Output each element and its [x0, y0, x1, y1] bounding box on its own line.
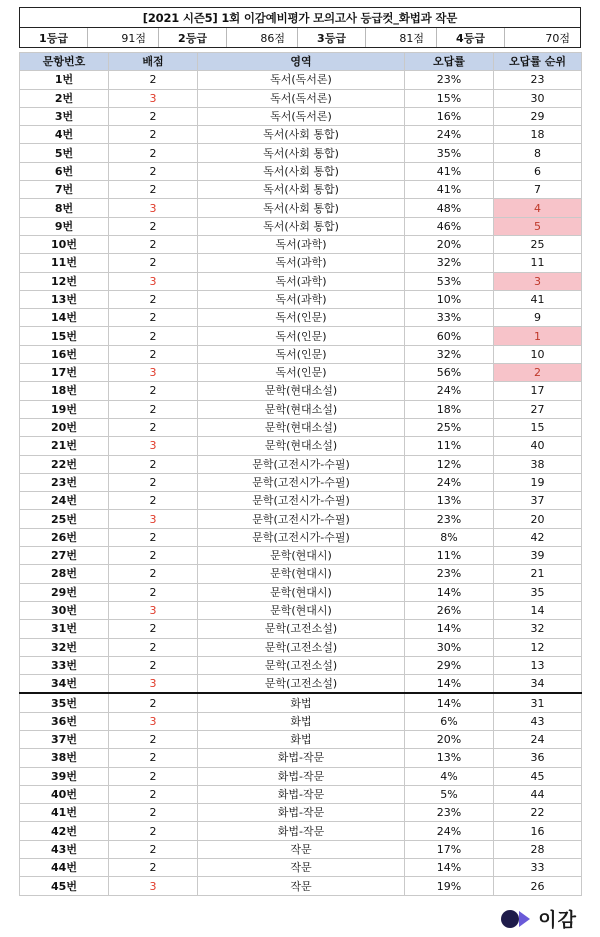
score-cell: 2 — [109, 235, 198, 253]
question-number: 12번 — [20, 272, 109, 290]
question-number: 39번 — [20, 767, 109, 785]
error-rank-cell: 31 — [494, 693, 582, 712]
error-rank-cell: 34 — [494, 675, 582, 694]
error-rank-cell: 42 — [494, 528, 582, 546]
area-cell: 독서(과학) — [198, 235, 405, 253]
table-row — [20, 418, 582, 436]
table-row — [20, 473, 582, 491]
question-number: 33번 — [20, 656, 109, 674]
question-number: 41번 — [20, 804, 109, 822]
error-rank-cell: 39 — [494, 547, 582, 565]
error-rank-cell: 24 — [494, 730, 582, 748]
score-cell: 2 — [109, 583, 198, 601]
question-number: 3번 — [20, 107, 109, 125]
table-body — [20, 71, 582, 895]
area-cell: 문학(현대시) — [198, 565, 405, 583]
area-cell: 화법 — [198, 693, 405, 712]
question-number: 26번 — [20, 528, 109, 546]
error-rank-cell: 30 — [494, 89, 582, 107]
table-row — [20, 199, 582, 217]
area-cell: 문학(고전소설) — [198, 638, 405, 656]
error-rate-cell: 15% — [405, 89, 494, 107]
error-rank-cell: 13 — [494, 656, 582, 674]
error-rate-cell: 25% — [405, 418, 494, 436]
area-cell: 화법 — [198, 730, 405, 748]
question-number: 34번 — [20, 675, 109, 694]
question-number: 32번 — [20, 638, 109, 656]
area-cell: 문학(현대소설) — [198, 437, 405, 455]
error-rate-cell: 30% — [405, 638, 494, 656]
table-row — [20, 620, 582, 638]
error-rank-cell: 4 — [494, 199, 582, 217]
score-cell: 2 — [109, 785, 198, 803]
table-row — [20, 89, 582, 107]
table-row — [20, 565, 582, 583]
error-rate-cell: 13% — [405, 492, 494, 510]
score-cell: 3 — [109, 272, 198, 290]
score-cell: 2 — [109, 528, 198, 546]
error-rank-cell: 15 — [494, 418, 582, 436]
area-cell: 작문 — [198, 840, 405, 858]
question-number: 25번 — [20, 510, 109, 528]
area-cell: 독서(사회 통합) — [198, 181, 405, 199]
table-row — [20, 547, 582, 565]
error-rate-cell: 14% — [405, 693, 494, 712]
table-row — [20, 290, 582, 308]
question-number: 28번 — [20, 565, 109, 583]
table-row — [20, 181, 582, 199]
error-rate-cell: 14% — [405, 583, 494, 601]
table-row — [20, 492, 582, 510]
error-rank-cell: 12 — [494, 638, 582, 656]
col-header-error-rank: 오답률 순위 — [494, 53, 582, 71]
score-cell: 2 — [109, 162, 198, 180]
error-rate-cell: 24% — [405, 126, 494, 144]
grade-4-label: 4등급 — [437, 28, 505, 47]
question-number: 13번 — [20, 290, 109, 308]
error-rank-cell: 44 — [494, 785, 582, 803]
error-rank-cell: 14 — [494, 601, 582, 619]
logo-text: 이감 — [538, 909, 577, 931]
question-number: 17번 — [20, 364, 109, 382]
question-number: 19번 — [20, 400, 109, 418]
error-rank-cell: 35 — [494, 583, 582, 601]
error-rank-cell: 7 — [494, 181, 582, 199]
error-rate-cell: 23% — [405, 71, 494, 89]
table-row — [20, 327, 582, 345]
question-number: 30번 — [20, 601, 109, 619]
question-number: 42번 — [20, 822, 109, 840]
question-number: 36번 — [20, 712, 109, 730]
error-rate-cell: 32% — [405, 345, 494, 363]
table-row — [20, 693, 582, 712]
error-rate-cell: 26% — [405, 601, 494, 619]
score-cell: 2 — [109, 492, 198, 510]
grade-4-cut: 70점 — [545, 31, 570, 45]
error-rank-cell: 45 — [494, 767, 582, 785]
score-cell: 2 — [109, 144, 198, 162]
question-number: 14번 — [20, 309, 109, 327]
area-cell: 독서(인문) — [198, 327, 405, 345]
question-number: 45번 — [20, 877, 109, 895]
score-cell: 2 — [109, 656, 198, 674]
score-cell: 3 — [109, 89, 198, 107]
logo-mark-icon — [500, 909, 532, 929]
table-row — [20, 804, 582, 822]
table-row — [20, 528, 582, 546]
error-rate-cell: 35% — [405, 144, 494, 162]
error-rank-cell: 21 — [494, 565, 582, 583]
error-rate-cell: 20% — [405, 235, 494, 253]
area-cell: 화법 — [198, 712, 405, 730]
table-row — [20, 71, 582, 89]
question-number: 40번 — [20, 785, 109, 803]
score-cell: 3 — [109, 712, 198, 730]
table-row — [20, 859, 582, 877]
error-rank-cell: 1 — [494, 327, 582, 345]
error-rank-cell: 5 — [494, 217, 582, 235]
table-row — [20, 638, 582, 656]
error-rate-cell: 14% — [405, 675, 494, 694]
question-number: 20번 — [20, 418, 109, 436]
col-header-score: 배점 — [109, 53, 198, 71]
grade-1-label: 1등급 — [20, 28, 88, 47]
score-cell: 2 — [109, 254, 198, 272]
error-rate-cell: 17% — [405, 840, 494, 858]
area-cell: 문학(고전시가-수필) — [198, 510, 405, 528]
error-rate-cell: 41% — [405, 162, 494, 180]
error-rate-cell: 33% — [405, 309, 494, 327]
table-row — [20, 749, 582, 767]
score-cell: 2 — [109, 181, 198, 199]
question-number: 1번 — [20, 71, 109, 89]
area-cell: 화법-작문 — [198, 767, 405, 785]
error-rank-cell: 43 — [494, 712, 582, 730]
score-cell: 3 — [109, 364, 198, 382]
error-rank-cell: 36 — [494, 749, 582, 767]
error-rank-cell: 9 — [494, 309, 582, 327]
col-header-area: 영역 — [198, 53, 405, 71]
question-number: 8번 — [20, 199, 109, 217]
table-row — [20, 272, 582, 290]
score-cell: 3 — [109, 510, 198, 528]
error-rate-cell: 16% — [405, 107, 494, 125]
error-rate-cell: 6% — [405, 712, 494, 730]
table-row — [20, 455, 582, 473]
score-cell: 3 — [109, 199, 198, 217]
question-number: 11번 — [20, 254, 109, 272]
score-cell: 2 — [109, 455, 198, 473]
area-cell: 작문 — [198, 859, 405, 877]
table-row — [20, 309, 582, 327]
area-cell: 화법-작문 — [198, 749, 405, 767]
error-rate-cell: 11% — [405, 437, 494, 455]
error-rate-cell: 24% — [405, 382, 494, 400]
error-rate-cell: 11% — [405, 547, 494, 565]
question-stats-table — [19, 52, 582, 896]
table-row — [20, 217, 582, 235]
error-rank-cell: 37 — [494, 492, 582, 510]
table-row — [20, 235, 582, 253]
area-cell: 독서(사회 통합) — [198, 162, 405, 180]
table-row — [20, 382, 582, 400]
exam-stats-sheet — [19, 7, 581, 896]
question-number: 22번 — [20, 455, 109, 473]
area-cell: 문학(현대소설) — [198, 400, 405, 418]
area-cell: 문학(고전시가-수필) — [198, 455, 405, 473]
question-number: 37번 — [20, 730, 109, 748]
error-rank-cell: 41 — [494, 290, 582, 308]
score-cell: 2 — [109, 730, 198, 748]
error-rate-cell: 8% — [405, 528, 494, 546]
score-cell: 2 — [109, 840, 198, 858]
area-cell: 독서(인문) — [198, 309, 405, 327]
error-rank-cell: 33 — [494, 859, 582, 877]
question-number: 18번 — [20, 382, 109, 400]
score-cell: 2 — [109, 547, 198, 565]
score-cell: 2 — [109, 382, 198, 400]
error-rank-cell: 27 — [494, 400, 582, 418]
score-cell: 2 — [109, 693, 198, 712]
question-number: 29번 — [20, 583, 109, 601]
question-number: 9번 — [20, 217, 109, 235]
area-cell: 문학(현대시) — [198, 547, 405, 565]
error-rate-cell: 20% — [405, 730, 494, 748]
error-rate-cell: 4% — [405, 767, 494, 785]
area-cell: 독서(독서론) — [198, 71, 405, 89]
area-cell: 문학(고전시가-수필) — [198, 528, 405, 546]
grade-2-label: 2등급 — [159, 28, 227, 47]
grade-1-cut: 91점 — [88, 28, 159, 47]
area-cell: 독서(사회 통합) — [198, 126, 405, 144]
error-rank-cell: 18 — [494, 126, 582, 144]
table-row — [20, 730, 582, 748]
question-number: 5번 — [20, 144, 109, 162]
table-row — [20, 822, 582, 840]
error-rate-cell: 14% — [405, 620, 494, 638]
score-cell: 2 — [109, 345, 198, 363]
question-number: 16번 — [20, 345, 109, 363]
table-row — [20, 510, 582, 528]
area-cell: 화법-작문 — [198, 785, 405, 803]
score-cell: 2 — [109, 804, 198, 822]
table-header-row — [20, 53, 582, 71]
brand-logo — [500, 905, 577, 932]
error-rate-cell: 12% — [405, 455, 494, 473]
table-row — [20, 254, 582, 272]
question-number: 44번 — [20, 859, 109, 877]
error-rate-cell: 29% — [405, 656, 494, 674]
table-row — [20, 785, 582, 803]
area-cell: 문학(현대소설) — [198, 382, 405, 400]
question-number: 38번 — [20, 749, 109, 767]
error-rank-cell: 17 — [494, 382, 582, 400]
error-rate-cell: 53% — [405, 272, 494, 290]
area-cell: 독서(인문) — [198, 345, 405, 363]
table-row — [20, 656, 582, 674]
area-cell: 문학(현대시) — [198, 583, 405, 601]
question-number: 35번 — [20, 693, 109, 712]
question-number: 6번 — [20, 162, 109, 180]
question-number: 7번 — [20, 181, 109, 199]
table-row — [20, 767, 582, 785]
error-rank-cell: 22 — [494, 804, 582, 822]
area-cell: 독서(사회 통합) — [198, 199, 405, 217]
error-rank-cell: 25 — [494, 235, 582, 253]
error-rank-cell: 40 — [494, 437, 582, 455]
error-rate-cell: 56% — [405, 364, 494, 382]
question-number: 10번 — [20, 235, 109, 253]
grade-3-cut: 81점 — [366, 28, 437, 47]
question-number: 21번 — [20, 437, 109, 455]
grade-2-cut: 86점 — [227, 28, 298, 47]
area-cell: 문학(고전소설) — [198, 656, 405, 674]
score-cell: 2 — [109, 767, 198, 785]
question-number: 31번 — [20, 620, 109, 638]
error-rate-cell: 5% — [405, 785, 494, 803]
table-row — [20, 675, 582, 694]
table-row — [20, 712, 582, 730]
question-number: 27번 — [20, 547, 109, 565]
score-cell: 2 — [109, 859, 198, 877]
error-rank-cell: 19 — [494, 473, 582, 491]
score-cell: 2 — [109, 309, 198, 327]
error-rank-cell: 23 — [494, 71, 582, 89]
error-rate-cell: 24% — [405, 473, 494, 491]
area-cell: 문학(고전시가-수필) — [198, 492, 405, 510]
question-number: 4번 — [20, 126, 109, 144]
table-row — [20, 126, 582, 144]
table-row — [20, 840, 582, 858]
score-cell: 2 — [109, 290, 198, 308]
table-row — [20, 364, 582, 382]
error-rate-cell: 18% — [405, 400, 494, 418]
score-cell: 2 — [109, 418, 198, 436]
score-cell: 2 — [109, 638, 198, 656]
area-cell: 문학(현대시) — [198, 601, 405, 619]
error-rate-cell: 23% — [405, 510, 494, 528]
error-rate-cell: 23% — [405, 804, 494, 822]
question-number: 23번 — [20, 473, 109, 491]
score-cell: 2 — [109, 400, 198, 418]
error-rank-cell: 11 — [494, 254, 582, 272]
area-cell: 독서(사회 통합) — [198, 217, 405, 235]
error-rank-cell: 28 — [494, 840, 582, 858]
error-rate-cell: 14% — [405, 859, 494, 877]
error-rate-cell: 24% — [405, 822, 494, 840]
error-rank-cell: 10 — [494, 345, 582, 363]
score-cell: 3 — [109, 675, 198, 694]
score-cell: 2 — [109, 126, 198, 144]
error-rate-cell: 19% — [405, 877, 494, 895]
score-cell: 2 — [109, 473, 198, 491]
area-cell: 독서(독서론) — [198, 107, 405, 125]
error-rank-cell: 16 — [494, 822, 582, 840]
score-cell: 2 — [109, 620, 198, 638]
area-cell: 화법-작문 — [198, 804, 405, 822]
question-number: 24번 — [20, 492, 109, 510]
table-row — [20, 601, 582, 619]
error-rank-cell: 38 — [494, 455, 582, 473]
area-cell: 문학(고전소설) — [198, 620, 405, 638]
error-rank-cell: 8 — [494, 144, 582, 162]
score-cell: 2 — [109, 822, 198, 840]
error-rate-cell: 60% — [405, 327, 494, 345]
area-cell: 작문 — [198, 877, 405, 895]
table-row — [20, 400, 582, 418]
score-cell: 2 — [109, 749, 198, 767]
area-cell: 문학(고전시가-수필) — [198, 473, 405, 491]
col-header-question: 문항번호 — [20, 53, 109, 71]
area-cell: 독서(독서론) — [198, 89, 405, 107]
error-rate-cell: 23% — [405, 565, 494, 583]
error-rank-cell: 26 — [494, 877, 582, 895]
question-number: 2번 — [20, 89, 109, 107]
error-rate-cell: 48% — [405, 199, 494, 217]
score-cell: 2 — [109, 217, 198, 235]
error-rate-cell: 46% — [405, 217, 494, 235]
error-rank-cell: 29 — [494, 107, 582, 125]
error-rank-cell: 6 — [494, 162, 582, 180]
area-cell: 독서(과학) — [198, 272, 405, 290]
score-cell: 2 — [109, 71, 198, 89]
error-rate-cell: 10% — [405, 290, 494, 308]
table-row — [20, 345, 582, 363]
table-row — [20, 107, 582, 125]
table-row — [20, 437, 582, 455]
grade-cut-row — [19, 27, 581, 48]
error-rank-cell: 20 — [494, 510, 582, 528]
area-cell: 독서(과학) — [198, 290, 405, 308]
score-cell: 3 — [109, 877, 198, 895]
error-rate-cell: 41% — [405, 181, 494, 199]
sheet-title: [2021 시즌5] 1회 이감예비평가 모의고사 등급컷_화법과 작문 — [19, 7, 581, 27]
area-cell: 문학(고전소설) — [198, 675, 405, 694]
table-row — [20, 144, 582, 162]
table-row — [20, 162, 582, 180]
error-rank-cell: 2 — [494, 364, 582, 382]
score-cell: 2 — [109, 327, 198, 345]
error-rank-cell: 3 — [494, 272, 582, 290]
question-number: 15번 — [20, 327, 109, 345]
area-cell: 독서(사회 통합) — [198, 144, 405, 162]
area-cell: 독서(인문) — [198, 364, 405, 382]
score-cell: 2 — [109, 565, 198, 583]
grade-3-label: 3등급 — [298, 28, 366, 47]
error-rate-cell: 32% — [405, 254, 494, 272]
error-rate-cell: 13% — [405, 749, 494, 767]
table-row — [20, 877, 582, 895]
score-cell: 3 — [109, 601, 198, 619]
score-cell: 3 — [109, 437, 198, 455]
area-cell: 문학(현대소설) — [198, 418, 405, 436]
question-number: 43번 — [20, 840, 109, 858]
col-header-error-rate: 오답률 — [405, 53, 494, 71]
error-rank-cell: 32 — [494, 620, 582, 638]
score-cell: 2 — [109, 107, 198, 125]
table-row — [20, 583, 582, 601]
area-cell: 독서(과학) — [198, 254, 405, 272]
area-cell: 화법-작문 — [198, 822, 405, 840]
